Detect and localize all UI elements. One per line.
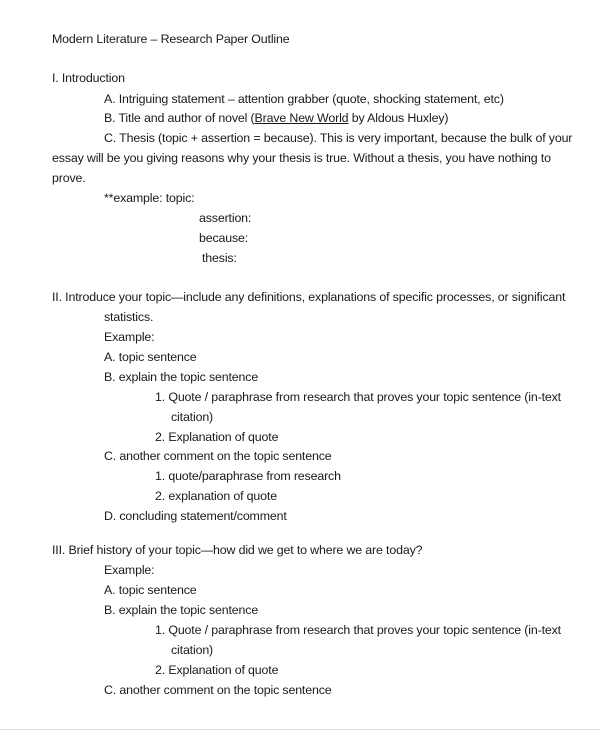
section-2-item-b1-line1: 1. Quote / paraphrase from research that proves your topic sentence (in-text <box>155 390 561 404</box>
section-1-item-a: A. Intriguing statement – attention grabber (quote, shocking statement, etc) <box>104 92 504 106</box>
section-3-item-b2: 2. Explanation of quote <box>155 663 279 677</box>
section-2-item-c1: 1. quote/paraphrase from research <box>155 469 341 483</box>
section-2-example-label: Example: <box>104 330 155 344</box>
section-2-heading-line1: II. Introduce your topic—include any definitions, explanations of specific processes, or significant <box>52 290 566 304</box>
section-2-heading-line2: statistics. <box>104 310 154 324</box>
section-3-heading: III. Brief history of your topic—how did we get to where we are today? <box>52 543 423 557</box>
item-b-prefix: B. Title and author of novel ( <box>104 111 255 125</box>
example-thesis: thesis: <box>202 251 237 265</box>
section-3-example-label: Example: <box>104 563 155 577</box>
section-1-item-c-line1: C. Thesis (topic + assertion = because). This is very important, because the bulk of your <box>104 131 573 145</box>
section-1-item-c-line3: prove. <box>52 171 86 185</box>
section-1-item-c-line2: essay will be you giving reasons why your thesis is true. Without a thesis, you have nothing to <box>52 151 551 165</box>
example-topic: **example: topic: <box>104 191 195 205</box>
document-title: Modern Literature – Research Paper Outline <box>52 32 290 46</box>
section-3-item-b: B. explain the topic sentence <box>104 603 259 617</box>
example-because: because: <box>199 231 249 245</box>
section-1-item-b <box>104 110 448 126</box>
example-assertion: assertion: <box>199 211 252 225</box>
section-2-item-c: C. another comment on the topic sentence <box>104 449 332 463</box>
section-2-item-b: B. explain the topic sentence <box>104 370 259 384</box>
section-3-item-b1-line1: 1. Quote / paraphrase from research that proves your topic sentence (in-text <box>155 623 561 637</box>
section-3-item-c: C. another comment on the topic sentence <box>104 683 332 697</box>
section-2-item-b2: 2. Explanation of quote <box>155 430 279 444</box>
section-2-item-b1-line2: citation) <box>171 410 214 424</box>
section-2-item-c2: 2. explanation of quote <box>155 489 277 503</box>
section-2-item-a: A. topic sentence <box>104 350 197 364</box>
item-b-suffix: by Aldous Huxley) <box>348 111 449 125</box>
novel-title: Brave New World <box>254 111 349 125</box>
section-3-item-b1-line2: citation) <box>171 643 214 657</box>
section-1-heading: I. Introduction <box>52 71 125 85</box>
section-2-item-d: D. concluding statement/comment <box>104 509 287 523</box>
section-3-item-a: A. topic sentence <box>104 583 197 597</box>
